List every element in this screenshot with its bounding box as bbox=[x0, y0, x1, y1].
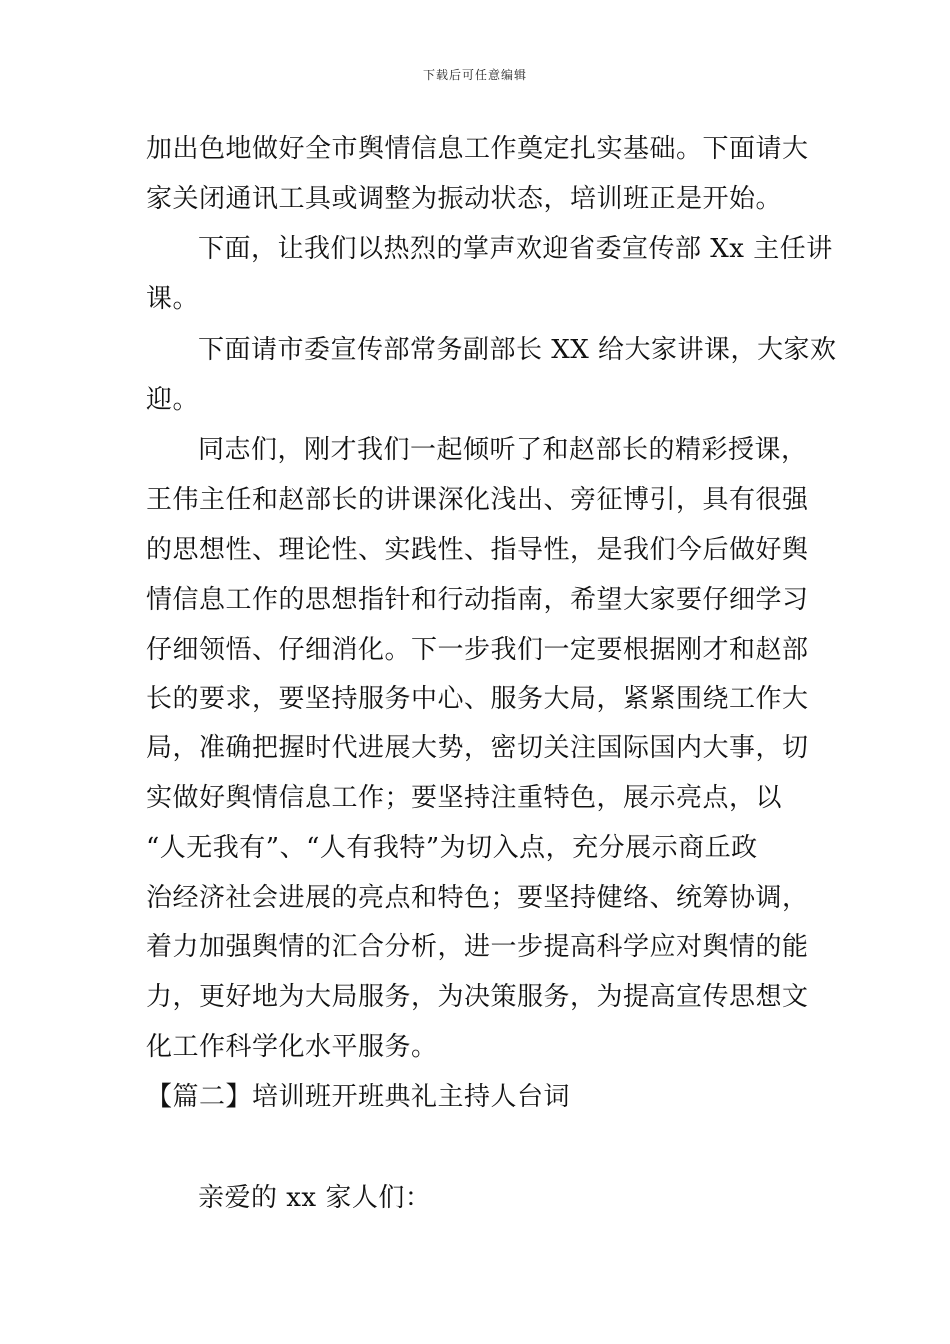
text-line-13: 局，准确把握时代进展大势，密切关注国际国内大事，切 bbox=[146, 733, 809, 763]
text-line-12: 长的要求，要坚持服务中心、服务大局，紧紧围绕工作大 bbox=[146, 684, 809, 714]
text-line-18: 力，更好地为大局服务，为决策服务，为提高宣传思想文 bbox=[146, 982, 809, 1012]
section-heading: 【篇二】培训班开班典礼主持人台词 bbox=[146, 1082, 571, 1112]
text-line-1: 加出色地做好全市舆情信息工作奠定扎实基础。下面请大 bbox=[146, 134, 809, 164]
text-line-19: 化工作科学化水平服务。 bbox=[146, 1032, 438, 1062]
text-line-7: 同志们，刚才我们一起倾听了和赵部长的精彩授课， bbox=[198, 435, 808, 465]
text-line-11: 仔细领悟、仔细消化。下一步我们一定要根据刚才和赵部 bbox=[146, 635, 809, 665]
text-line-6: 迎。 bbox=[146, 385, 200, 415]
text-line-10: 情信息工作的思想指针和行动指南，希望大家要仔细学习 bbox=[146, 585, 809, 615]
page-header: 下载后可任意编辑 bbox=[422, 68, 527, 82]
text-line-8: 王伟主任和赵部长的讲课深化浅出、旁征博引，具有很强 bbox=[146, 485, 809, 515]
text-line-16: 治经济社会进展的亮点和特色；要坚持健络、统筹协调， bbox=[146, 883, 809, 913]
greeting-line: 亲爱的 xx 家人们： bbox=[198, 1183, 432, 1213]
text-line-2: 家关闭通讯工具或调整为振动状态，培训班正是开始。 bbox=[146, 184, 783, 214]
text-line-3: 下面，让我们以热烈的掌声欢迎省委宣传部 Xx 主任讲 bbox=[198, 234, 833, 264]
text-line-5: 下面请市委宣传部常务副部长 XX 给大家讲课，大家欢 bbox=[198, 335, 837, 365]
text-line-15: “人无我有”、“人有我特”为切入点，充分展示商丘政 bbox=[146, 833, 758, 863]
text-line-17: 着力加强舆情的汇合分析，进一步提高科学应对舆情的能 bbox=[146, 932, 809, 962]
text-line-14: 实做好舆情信息工作；要坚持注重特色，展示亮点，以 bbox=[146, 783, 783, 813]
text-line-9: 的思想性、理论性、实践性、指导性，是我们今后做好舆 bbox=[146, 535, 809, 565]
text-line-4: 课。 bbox=[146, 284, 200, 314]
